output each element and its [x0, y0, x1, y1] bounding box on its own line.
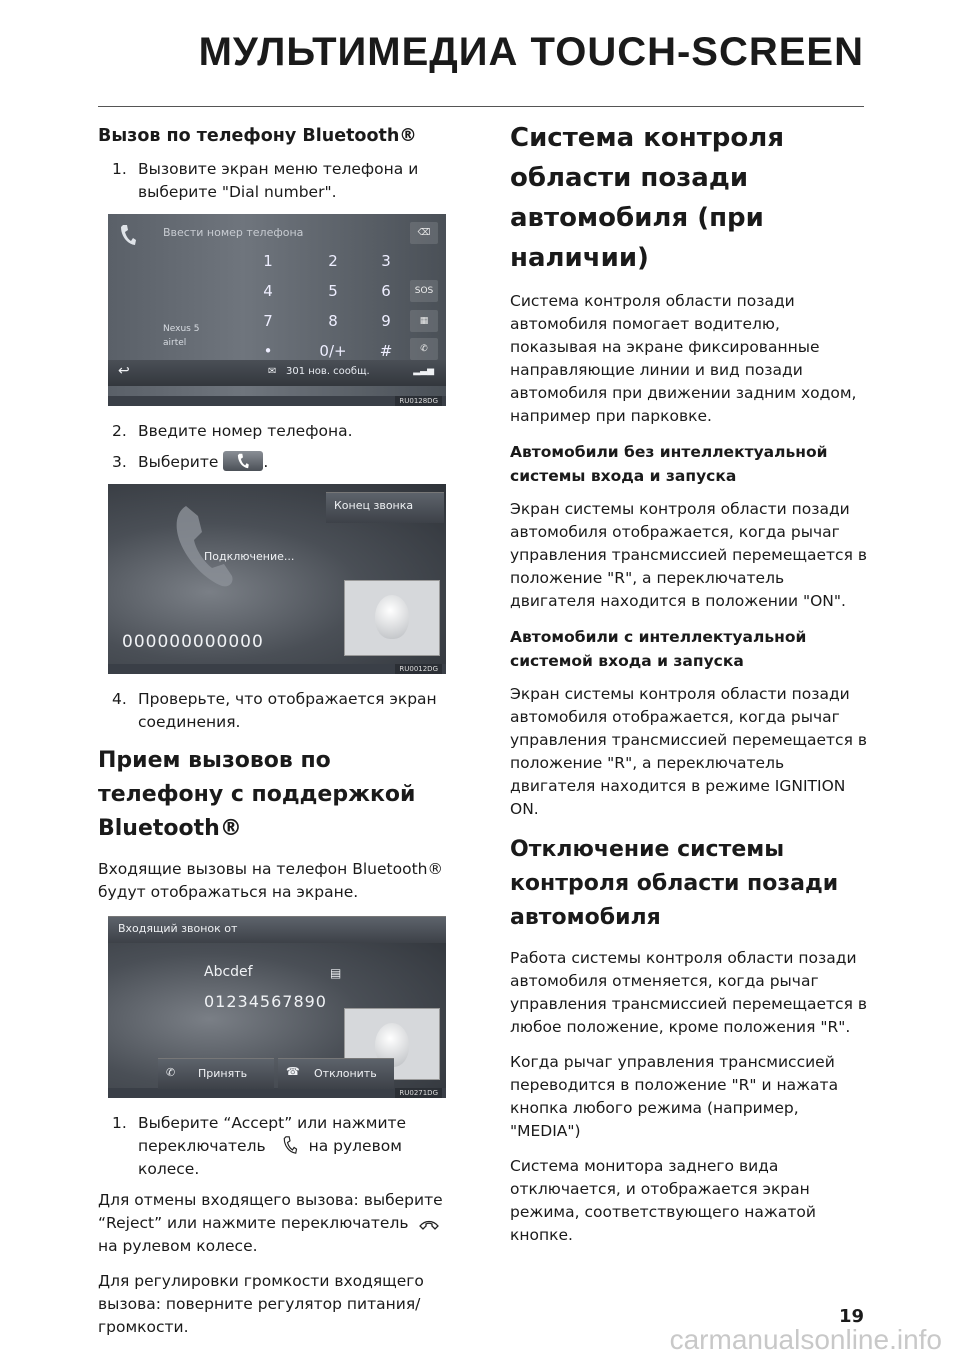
contact-avatar	[344, 580, 440, 656]
phone-handset-icon	[168, 502, 238, 592]
with-smart-entry-text: Экран системы контроля области позади автомобиля отображается, когда рычаг управления трансмиссией перемещается в положение "R", а переключатель двигателя находится в режиме IGNITION ON.	[510, 685, 867, 818]
key-0-plus: 0/+	[319, 342, 347, 360]
accept-label: Принять	[198, 1067, 248, 1080]
message-icon: ▤	[330, 966, 342, 980]
dial-screen-bottom-bar	[108, 360, 446, 386]
disable-text-1: Работа системы контроля области позади автомобиля отменяется, когда рычаг управления трансмиссией перемещается в любое положение, кроме положения "R".	[510, 949, 867, 1036]
accept-button	[158, 1058, 274, 1089]
step-3	[98, 451, 453, 474]
end-call-label: Конец звонка	[334, 499, 414, 512]
call-icon: ✆	[410, 338, 438, 360]
dialed-number: 000000000000	[122, 632, 264, 652]
left-column	[98, 118, 453, 1351]
key-4: 4	[263, 282, 273, 300]
step-text-end: на рулевом колесе.	[138, 1137, 402, 1178]
key-hash: #	[379, 342, 393, 360]
incoming-screen	[108, 916, 446, 1088]
without-smart-entry-text: Экран системы контроля области позади автомобиля отображается, когда рычаг управления трансмиссией перемещается в положение "R", а переключатель двигателя находится в положении "ON".	[510, 500, 867, 610]
end-call-button	[326, 492, 444, 523]
steering-phone-icon	[281, 1136, 299, 1154]
incoming-intro: Входящие вызовы на телефон Bluetooth® будут отображаться на экране.	[98, 860, 443, 901]
step-text-end: .	[263, 453, 269, 471]
right-column	[510, 118, 868, 1259]
avatar-icon	[375, 595, 409, 639]
subheading-without-smart-entry: Автомобили без интеллектуальной системы входа и запуска	[510, 443, 828, 485]
step-number: 1.	[112, 160, 127, 178]
volume-instructions: Для регулировки громкости входящего вызова: поверните регулятор питания/громкости.	[98, 1272, 424, 1336]
section-heading-bluetooth-call: Вызов по телефону Bluetooth®	[98, 126, 417, 146]
watermark: carmanualsonline.info	[669, 1324, 942, 1355]
step-number: 4.	[112, 690, 127, 708]
message-icon: ✉	[268, 366, 277, 377]
dial-screen-image	[108, 214, 446, 406]
operator-name: airtel	[163, 338, 187, 348]
step-1	[98, 158, 453, 204]
key-1: 1	[263, 252, 273, 270]
backspace-icon: ⌫	[410, 222, 438, 244]
reject-label: Отклонить	[314, 1067, 377, 1080]
subheading-with-smart-entry: Автомобили с интеллектуальной системой входа и запуска	[510, 628, 807, 670]
incoming-steps	[98, 1112, 453, 1181]
call-steps-cont	[98, 420, 453, 474]
device-name: Nexus 5	[163, 324, 200, 334]
key-7: 7	[263, 312, 273, 330]
key-3: 3	[381, 252, 391, 270]
dial-screen-title: Ввести номер телефона	[163, 226, 304, 239]
incoming-call-screen-image	[108, 916, 446, 1098]
key-2: 2	[328, 252, 338, 270]
new-messages-count: 301 нов. сообщ.	[286, 366, 370, 377]
step-text: Выберите “Accept” или нажмите переключатель	[138, 1114, 407, 1155]
step-text: Проверьте, что отображается экран соединения.	[138, 690, 437, 731]
steering-hangup-icon	[419, 1219, 439, 1231]
image-code: RU0012DG	[395, 664, 442, 674]
reject-icon: ☎	[286, 1065, 300, 1078]
step-text: Выберите	[138, 453, 219, 471]
phone-icon	[120, 224, 136, 246]
page-header-title: МУЛЬТИМЕДИА TOUCH-SCREEN	[198, 30, 864, 74]
call-steps	[98, 158, 453, 204]
section-heading-disable-rear-view: Отключение системы контроля области позади автомобиля	[510, 837, 839, 930]
image-code: RU0271DG	[395, 1088, 442, 1098]
reject-text: Для отмены входящего вызова: выберите “Reject” или нажмите переключатель	[98, 1191, 443, 1232]
reject-text-end: на рулевом колесе.	[98, 1237, 258, 1255]
section-heading-incoming: Прием вызовов по телефону с поддержкой Bluetooth®	[98, 748, 416, 841]
incoming-title: Входящий звонок от	[118, 922, 238, 935]
caller-number: 01234567890	[204, 992, 327, 1011]
step-2	[98, 420, 453, 443]
step-number: 3.	[112, 453, 127, 471]
disable-text-3: Система монитора заднего вида отключается, и отображается экран режима, соответствующего нажатой кнопке.	[510, 1157, 816, 1244]
disable-text-2: Когда рычаг управления трансмиссией переводится в положение "R" и нажата кнопка любого режима (например, "MEDIA")	[510, 1053, 839, 1140]
connecting-screen	[108, 484, 446, 664]
caller-name: Abcdef	[204, 964, 253, 980]
step-4	[98, 688, 453, 734]
key-star: •	[263, 342, 273, 360]
image-code: RU0128DG	[395, 396, 442, 406]
reject-button	[278, 1058, 394, 1089]
rear-view-intro: Система контроля области позади автомобиля помогает водителю, показывая на экране фиксированные направляющие линии и вид позади автомобиля при движении задним ходом, например при парковке.	[510, 292, 857, 425]
step-number: 2.	[112, 422, 127, 440]
page-number: 19	[838, 1306, 864, 1327]
connecting-status: Подключение...	[204, 550, 295, 563]
signal-icon: ▂▃▅	[413, 366, 434, 376]
key-6: 6	[381, 282, 391, 300]
step-number: 1.	[112, 1114, 127, 1132]
incoming-step-1	[98, 1112, 453, 1181]
key-9: 9	[381, 312, 391, 330]
call-button-icon	[223, 451, 263, 471]
accept-icon: ✆	[166, 1066, 176, 1079]
connecting-screen-image	[108, 484, 446, 674]
call-steps-end	[98, 688, 453, 734]
keypad-icon: ▦	[410, 310, 438, 332]
key-8: 8	[328, 312, 338, 330]
sos-button: SOS	[410, 280, 438, 302]
incoming-title-bar	[108, 916, 446, 943]
header-divider	[98, 106, 864, 107]
key-5: 5	[328, 282, 338, 300]
step-text: Вызовите экран меню телефона и выберите "Dial number".	[138, 160, 419, 201]
section-heading-rear-view: Система контроля области позади автомобиля (при наличии)	[510, 123, 785, 273]
step-text: Введите номер телефона.	[138, 422, 353, 440]
back-arrow-icon: ↩	[118, 363, 130, 379]
reject-instructions	[98, 1189, 453, 1258]
